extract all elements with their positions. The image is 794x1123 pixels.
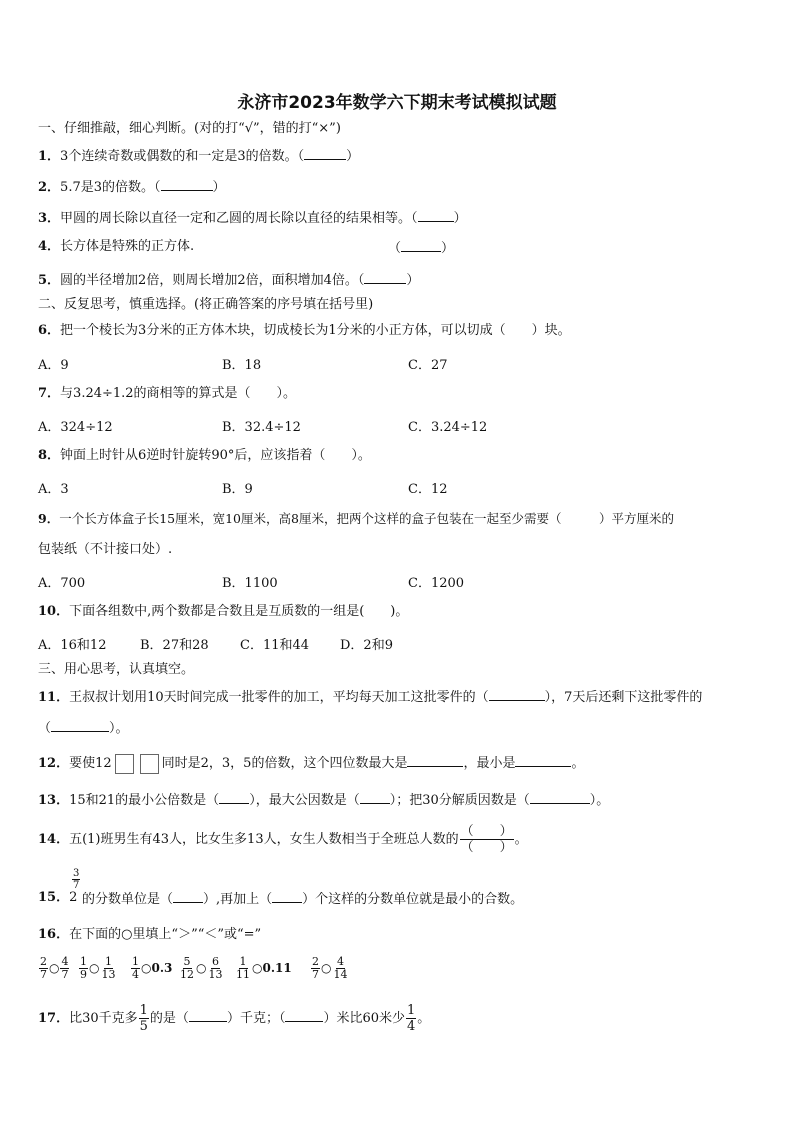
question-12: 12．要使12 同时是2，3，5的倍数，这个四位数最大是 ，最小是 。 (38, 753, 585, 774)
section-3-heading: 三、用心思考，认真填空。 (38, 662, 195, 677)
answer-blank-1[interactable] (304, 146, 346, 160)
option-9c[interactable]: C．1200 (408, 576, 465, 591)
option-8c[interactable]: C．12 (408, 482, 448, 497)
answer-blank-11a[interactable] (489, 687, 545, 701)
option-10a[interactable]: A．16和12 (38, 638, 107, 653)
question-15: 15．2 (38, 890, 78, 905)
option-6a[interactable]: A．9 (38, 358, 69, 373)
question-13: 13．15和21的最小公倍数是（ ），最大公因数是（ ）；把30分解质因数是（ ）。 (38, 790, 609, 810)
question-6: 6．把一个棱长为3分米的正方体木块，切成棱长为1分米的小正方体，可以切成（ ）块。 (38, 323, 571, 338)
answer-blank-2[interactable] (161, 177, 213, 191)
option-8b[interactable]: B．9 (222, 482, 253, 497)
question-7: 7．与3.24÷1.2的商相等的算式是（ ）。 (38, 386, 297, 401)
option-10c[interactable]: C．11和44 (240, 638, 310, 653)
option-10b[interactable]: B．27和28 (140, 638, 209, 653)
section-2-heading: 二、反复思考，慎重选择。(将正确答案的序号填在括号里) (38, 297, 374, 312)
compare-item-6: $\frac{2}{7}$ ○ $\frac{4}{14}$ (312, 955, 348, 981)
mixed-fraction-15: 3 7 (73, 868, 80, 891)
option-9a[interactable]: A．700 (38, 576, 86, 591)
answer-blank-17a[interactable] (189, 1008, 227, 1022)
answer-blank-13a[interactable] (219, 790, 249, 804)
question-1: 1．3个连续奇数或偶数的和一定是3的倍数。（ ） (38, 146, 359, 166)
compare-circle[interactable]: ○ (252, 961, 263, 975)
digit-box-1[interactable] (115, 754, 134, 774)
option-6c[interactable]: C．27 (408, 358, 448, 373)
digit-box-2[interactable] (140, 754, 159, 774)
question-4: 4．长方体是特殊的正方体. (38, 239, 195, 254)
answer-blank-5[interactable] (364, 270, 406, 284)
compare-circle[interactable]: ○ (196, 961, 207, 975)
answer-blank-4[interactable] (401, 238, 441, 252)
question-11: 11．王叔叔计划用10天时间完成一批零件的加工，平均每天加工这批零件的（ ），7天后还剩下这批零件的 (38, 687, 702, 707)
page-title: 永济市2023年数学六下期末考试模拟试题 (237, 93, 557, 113)
option-9b[interactable]: B．1100 (222, 576, 278, 591)
option-7b[interactable]: B．32.4÷12 (222, 420, 301, 435)
question-14: 14．五(1)班男生有43人，比女生多13人，女生人数相当于全班总人数的 $\frac{( )}{( )}$ 。 (38, 824, 528, 855)
option-6b[interactable]: B．18 (222, 358, 262, 373)
compare-circle[interactable]: ○ (321, 961, 332, 975)
question-8: 8．钟面上时针从6逆时针旋转90°后，应该指着（ ）。 (38, 448, 371, 463)
answer-blank-13c[interactable] (530, 790, 590, 804)
option-7c[interactable]: C．3.24÷12 (408, 420, 488, 435)
question-10: 10．下面各组数中,两个数都是合数且是互质数的一组是( )。 (38, 604, 409, 619)
question-16: 16．在下面的○里填上“＞”“＜”或“=” (38, 927, 262, 942)
compare-item-4: $\frac{5}{12}$ ○ $\frac{6}{13}$ (180, 955, 223, 981)
question-17: 17．比30千克多 $\frac{1}{5}$ 的是（ ）千克；（ ）米比60米少 $\frac{1}{4}$ 。 (38, 1003, 431, 1034)
question-11-line2: （ ）。 (38, 718, 129, 738)
question-9-line2: 包装纸（不计接口处）. (38, 542, 173, 557)
fraction-answer-14[interactable]: $\frac{( )}{( )}$ (460, 824, 513, 855)
answer-blank-11b[interactable] (51, 718, 109, 732)
question-3: 3．甲圆的周长除以直径一定和乙圆的周长除以直径的结果相等。（ ） (38, 208, 467, 228)
answer-blank-12a[interactable] (407, 753, 463, 767)
question-5: 5．圆的半径增加2倍，则周长增加2倍，面积增加4倍。（ ） (38, 270, 419, 290)
question-15-text: 的分数单位是（ ）,再加上（ ）个这样的分数单位就是最小的合数。 (82, 889, 523, 909)
question-9: 9．一个长方体盒子长15厘米，宽10厘米，高8厘米，把两个这样的盒子包装在一起至少需要（ ）平方厘米的 (38, 511, 674, 526)
compare-item-5: $\frac{1}{11}$ ○0.11 (236, 955, 292, 981)
answer-blank-3[interactable] (418, 208, 454, 222)
answer-blank-13b[interactable] (360, 790, 390, 804)
option-10d[interactable]: D．2和9 (340, 638, 393, 653)
answer-blank-12b[interactable] (515, 753, 571, 767)
question-4-answer: （ ） (388, 238, 454, 258)
answer-blank-15a[interactable] (173, 889, 203, 903)
option-7a[interactable]: A．324÷12 (38, 420, 113, 435)
option-8a[interactable]: A．3 (38, 482, 69, 497)
compare-circle[interactable]: ○ (141, 961, 152, 975)
answer-blank-15b[interactable] (272, 889, 302, 903)
answer-blank-17b[interactable] (285, 1008, 323, 1022)
question-2: 2．5.7是3的倍数。（ ） (38, 177, 226, 197)
compare-circle[interactable]: ○ (89, 961, 100, 975)
compare-item-3: $\frac{1}{4}$ ○0.3 (132, 955, 173, 981)
compare-item-1: $\frac{2}{7}$ ○ $\frac{4}{7}$ (40, 955, 69, 981)
compare-circle[interactable]: ○ (49, 961, 60, 975)
section-1-heading: 一、仔细推敲，细心判断。(对的打“√”，错的打“×”) (38, 121, 341, 136)
compare-item-2: $\frac{1}{9}$ ○ $\frac{1}{13}$ (80, 955, 116, 981)
